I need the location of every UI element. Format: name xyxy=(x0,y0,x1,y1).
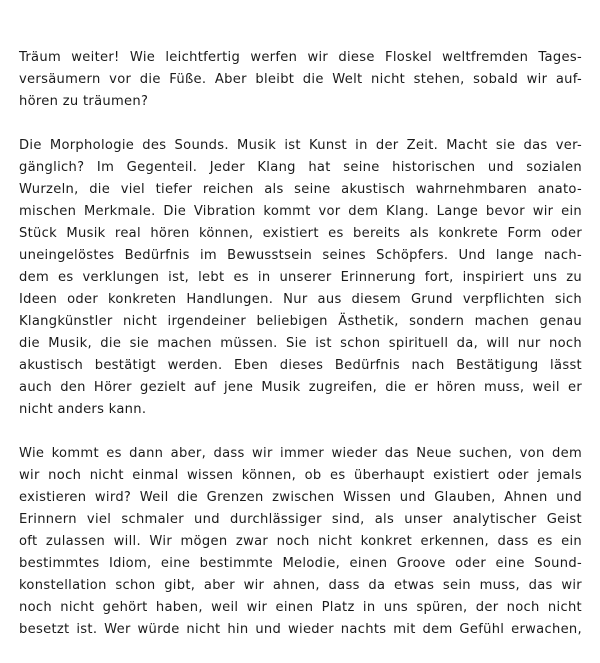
text-line: Klangkünstler nicht irgendeiner beliebigen Ästhetik, sondern machen genau xyxy=(19,314,582,329)
text-line: besetzt ist. Wer würde nicht hin und wieder nachts mit dem Gefühl erwachen, xyxy=(19,622,582,637)
text-line: wir noch nicht einmal wissen können, ob es überhaupt existiert oder jemals xyxy=(19,468,582,483)
text-line: die Musik, die sie machen müssen. Sie ist schon spirituell da, will nur noch xyxy=(19,336,582,351)
text-line: bestimmtes Idiom, eine bestimmte Melodie, einen Groove oder eine Sound- xyxy=(19,556,582,571)
text-line: hören zu träumen? xyxy=(19,94,149,109)
paragraph-1 xyxy=(19,47,582,113)
text-line: noch nicht gehört haben, weil wir einen Platz in uns spüren, der noch nicht xyxy=(19,600,582,615)
text-line: Stück Musik real hören können, existiert es bereits als konkrete Form oder xyxy=(19,226,582,241)
text-line: Die Morphologie des Sounds. Musik ist Kunst in der Zeit. Macht sie das ver- xyxy=(19,138,582,153)
text-line: mischen Merkmale. Die Vibration kommt vor dem Klang. Lange bevor wir ein xyxy=(19,204,582,219)
text-line: auch den Hörer gezielt auf jene Musik zugreifen, die er hören muss, weil er xyxy=(19,380,582,395)
text-page xyxy=(19,47,582,663)
text-line: versäumern vor die Füße. Aber bleibt die Welt nicht stehen, sobald wir auf- xyxy=(19,72,582,87)
text-line: Ideen oder konkreten Handlungen. Nur aus diesem Grund verpflichten sich xyxy=(19,292,582,307)
paragraph-2 xyxy=(19,135,582,421)
text-line: Erinnern viel schmaler und durchlässiger sind, als unser analytischer Geist xyxy=(19,512,582,527)
text-line: oft zulassen will. Wir mögen zwar noch nicht konkret erkennen, dass es ein xyxy=(19,534,582,549)
text-line: konstellation schon gibt, aber wir ahnen, dass da etwas sein muss, das wir xyxy=(19,578,582,593)
paragraph-3 xyxy=(19,443,582,641)
text-line: gänglich? Im Gegenteil. Jeder Klang hat seine historischen und sozialen xyxy=(19,160,582,175)
text-line: dem es verklungen ist, lebt es in unserer Erinnerung fort, inspiriert uns zu xyxy=(19,270,582,285)
text-line: existieren wird? Weil die Grenzen zwischen Wissen und Glauben, Ahnen und xyxy=(19,490,582,505)
text-line: Träum weiter! Wie leichtfertig werfen wir diese Floskel weltfremden Tages- xyxy=(19,50,582,65)
text-line: Wie kommt es dann aber, dass wir immer wieder das Neue suchen, von dem xyxy=(19,446,582,461)
text-line: uneingelöstes Bedürfnis im Bewusstsein seines Schöpfers. Und lange nach- xyxy=(19,248,582,263)
text-line: akustisch bestätigt werden. Eben dieses Bedürfnis nach Bestätigung lässt xyxy=(19,358,582,373)
text-line: Wurzeln, die viel tiefer reichen als seine akustisch wahrnehmbaren anato- xyxy=(19,182,582,197)
text-line: nicht anders kann. xyxy=(19,402,147,417)
